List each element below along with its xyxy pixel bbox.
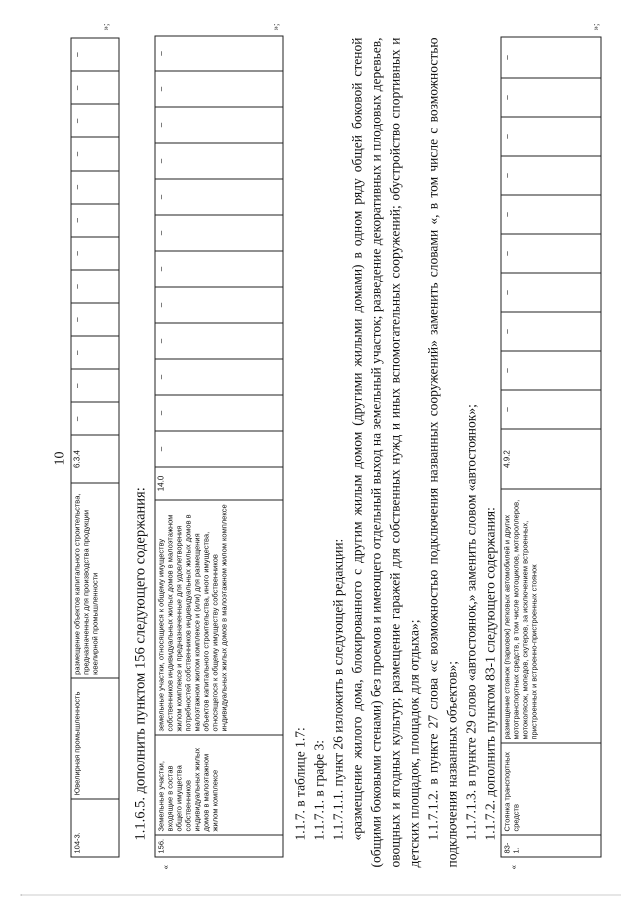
cell-value: – — [71, 203, 119, 236]
cell-number: 156. — [155, 835, 283, 857]
section-heading-1-1-6-5: 1.1.6.5. дополнить пунктом 156 следующего содержания: — [132, 486, 148, 840]
cell-value: – — [501, 390, 601, 429]
cell-description: размещение стоянок (парковок) легковых автомобилей и других мототранспортных средств, в том числе мотоциклов, мотороллеров, мотоколясок, мопедов, скутеров, за исключением встроенных, пристроенных и встроенно-пристроенных стоянок — [501, 489, 601, 743]
cell-value: – — [71, 369, 119, 402]
cell-value: – — [155, 179, 283, 215]
cell-name: Земельные участки, входящие в состав общего имущества собственников индивидуальных жилых домов в малоэтажном жилом комплексе — [155, 735, 283, 835]
cell-value: – — [71, 236, 119, 269]
opening-quote-mark: « — [508, 864, 518, 869]
paragraph-1-1-7-1-1: 1.1.7.1.1. пункт 26 изложить в следующей редакции: — [330, 538, 345, 840]
cell-value: – — [155, 143, 283, 179]
cell-value: – — [71, 303, 119, 336]
opening-quote-mark: « — [160, 864, 170, 869]
table-row-83-1 — [500, 36, 601, 857]
cell-value: – — [155, 431, 283, 467]
cell-value: – — [155, 36, 283, 71]
cell-code: 14.0 — [155, 467, 283, 500]
paragraph-1-1-7-1-2: 1.1.7.1.2. в пункте 27 слова «с возможностью подключения названных сооружений» заменить словами «, в том числе с возможностью подключения названных объектов»; — [425, 37, 459, 867]
cell-value: – — [71, 336, 119, 369]
cell-name: Стоянка транспортных средств — [501, 743, 601, 835]
cell-value: – — [155, 251, 283, 287]
cell-value: – — [71, 71, 119, 104]
cell-value: – — [501, 273, 601, 312]
cell-value: – — [155, 395, 283, 431]
cell-value: – — [155, 215, 283, 251]
cell-value: – — [155, 287, 283, 323]
cell-value: – — [71, 402, 119, 435]
cell-value: – — [71, 137, 119, 170]
cell-value: – — [501, 234, 601, 273]
table-row-156 — [154, 35, 283, 857]
paragraph-1-1-7-1: 1.1.7.1. в графе 3: — [311, 739, 326, 840]
cell-value: – — [71, 269, 119, 302]
cell-number: 83-1. — [501, 835, 601, 857]
cell-value: – — [155, 107, 283, 143]
cell-description: земельные участки, относящиеся к общему имуществу собственников индивидуальных жилых домов в малоэтажном жилом комплексе и предназначенные для удовлетворения потребностей собственников индивидуальных жилых домов в малоэтажном жилом комплексе и (или) для размещения объектов капитального строительства, иного имущества, относящегося к общему имуществу собственников индивидуальных жилых домов в малоэтажном жилом комплексе — [155, 500, 283, 735]
closing-quote-mark: »; — [270, 22, 280, 30]
cell-code: 4.9.2 — [501, 429, 601, 489]
cell-value: – — [501, 195, 601, 234]
cell-value: – — [501, 78, 601, 117]
cell-code: 6.3.4 — [71, 435, 119, 482]
cell-value: – — [501, 156, 601, 195]
scan-border-dots — [20, 894, 620, 895]
cell-value: – — [155, 71, 283, 107]
cell-value: – — [501, 117, 601, 156]
cell-value: – — [155, 359, 283, 395]
closing-quote-mark: »; — [590, 22, 600, 30]
cell-number: 104-3. — [71, 798, 119, 856]
cell-value: – — [501, 37, 601, 78]
cell-name: Ювелирная промышленность — [71, 678, 119, 798]
cell-value: – — [71, 38, 119, 71]
cell-value: – — [501, 351, 601, 390]
closing-quote-mark: »; — [100, 22, 110, 30]
page-number: 10 — [52, 451, 67, 465]
paragraph-1-1-7: 1.1.7. в таблице 1.7: — [292, 726, 307, 840]
paragraph-1-1-7-1-3: 1.1.7.1.3. в пункте 29 слово «автостоянок,» заменить словом «автостоянок»; — [463, 403, 478, 840]
paragraph-1-1-7-2: 1.1.7.2. дополнить пунктом 83-1 следующего содержания: — [482, 506, 497, 840]
cell-value: – — [71, 170, 119, 203]
cell-description: размещение объектов капитального строительства, предназначенных для производства продукции ювелирной промышленности — [71, 482, 119, 678]
cell-value: – — [501, 312, 601, 351]
cell-value: – — [155, 323, 283, 359]
cell-value: – — [71, 104, 119, 137]
table-row-104-3 — [70, 37, 119, 857]
paragraph-quote-item-26: «размещение жилого дома, блокированного с другим жилым домом (другими жилыми домами) в одном ряду общей боковой стеной (общими боковыми стенами) без проемов и имеющего отдельный выход на земельный участок; разведение декоративных и плодовых деревьев, овощных и ягодных культур; размещение гаражей для собственных нужд и иных вспомогательных сооружений; обустройство спортивных и детских площадок, площадок для отдыха»; — [349, 37, 421, 867]
